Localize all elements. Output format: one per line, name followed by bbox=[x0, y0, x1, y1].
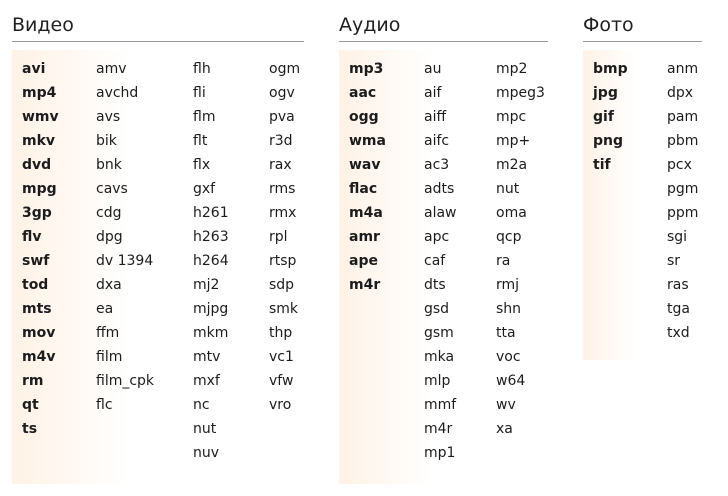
format-item: tta bbox=[496, 325, 516, 341]
format-item: rax bbox=[269, 157, 292, 173]
format-item: ogv bbox=[269, 85, 295, 101]
format-item: ts bbox=[22, 421, 38, 437]
format-item: gsm bbox=[424, 325, 454, 341]
format-item: thp bbox=[269, 325, 293, 341]
format-item: mj2 bbox=[193, 277, 220, 293]
format-item: mp1 bbox=[424, 445, 456, 461]
format-item: adts bbox=[424, 181, 455, 197]
format-item: m2a bbox=[496, 157, 528, 173]
format-item: dpg bbox=[96, 229, 123, 245]
format-item: aiff bbox=[424, 109, 447, 125]
format-item: png bbox=[593, 133, 624, 149]
format-item: shn bbox=[496, 301, 522, 317]
format-item: dxa bbox=[96, 277, 122, 293]
format-item: wma bbox=[349, 133, 386, 149]
format-item: mlp bbox=[424, 373, 451, 389]
format-item: aac bbox=[349, 85, 377, 101]
format-item: xa bbox=[496, 421, 513, 437]
format-item: dpx bbox=[667, 85, 694, 101]
format-item: flt bbox=[193, 133, 208, 149]
format-item: mts bbox=[22, 301, 52, 317]
format-item: ffm bbox=[96, 325, 120, 341]
format-item: tif bbox=[593, 157, 611, 173]
format-item: smk bbox=[269, 301, 299, 317]
format-item: pgm bbox=[667, 181, 699, 197]
format-item: rmj bbox=[496, 277, 520, 293]
format-item: sr bbox=[667, 253, 681, 269]
format-item: ogm bbox=[269, 61, 301, 77]
format-item: flx bbox=[193, 157, 211, 173]
format-item: mkv bbox=[22, 133, 56, 149]
format-item: swf bbox=[22, 253, 50, 269]
format-item: gsd bbox=[424, 301, 450, 317]
format-item: flm bbox=[193, 109, 216, 125]
format-item: qt bbox=[22, 397, 39, 413]
format-item: oma bbox=[496, 205, 527, 221]
format-item: vfw bbox=[269, 373, 294, 389]
section-divider bbox=[583, 41, 702, 42]
format-item: flc bbox=[96, 397, 113, 413]
format-item: r3d bbox=[269, 133, 293, 149]
format-item: sgi bbox=[667, 229, 688, 245]
format-item: tga bbox=[667, 301, 690, 317]
section-title-video: Видео bbox=[12, 14, 74, 36]
format-item: avi bbox=[22, 61, 46, 77]
format-item: voc bbox=[496, 349, 521, 365]
format-item: bik bbox=[96, 133, 117, 149]
format-item: rtsp bbox=[269, 253, 297, 269]
format-item: jpg bbox=[593, 85, 618, 101]
format-item: mov bbox=[22, 325, 56, 341]
format-item: mxf bbox=[193, 373, 220, 389]
format-item: wav bbox=[349, 157, 381, 173]
format-item: pbm bbox=[667, 133, 699, 149]
format-item: alaw bbox=[424, 205, 457, 221]
format-item: caf bbox=[424, 253, 446, 269]
format-item: pam bbox=[667, 109, 699, 125]
format-item: amv bbox=[96, 61, 127, 77]
format-item: ra bbox=[496, 253, 511, 269]
format-item: tod bbox=[22, 277, 49, 293]
format-item: aif bbox=[424, 85, 442, 101]
format-item: ogg bbox=[349, 109, 379, 125]
format-item: au bbox=[424, 61, 442, 77]
format-item: anm bbox=[667, 61, 699, 77]
format-item: mpeg3 bbox=[496, 85, 545, 101]
format-item: nuv bbox=[193, 445, 220, 461]
format-item: vc1 bbox=[269, 349, 294, 365]
format-item: ea bbox=[96, 301, 114, 317]
format-item: film bbox=[96, 349, 123, 365]
format-item: rmx bbox=[269, 205, 297, 221]
format-item: gif bbox=[593, 109, 614, 125]
format-item: mmf bbox=[424, 397, 457, 413]
format-item: 3gp bbox=[22, 205, 52, 221]
format-item: avchd bbox=[96, 85, 139, 101]
format-item: h264 bbox=[193, 253, 229, 269]
format-item: fli bbox=[193, 85, 206, 101]
format-item: mpg bbox=[22, 181, 57, 197]
format-item: mkm bbox=[193, 325, 229, 341]
format-item: w64 bbox=[496, 373, 526, 389]
format-item: bmp bbox=[593, 61, 628, 77]
format-item: m4v bbox=[22, 349, 56, 365]
format-item: ras bbox=[667, 277, 689, 293]
format-item: rpl bbox=[269, 229, 288, 245]
section-divider bbox=[339, 41, 548, 42]
format-item: film_cpk bbox=[96, 373, 155, 389]
format-item: qcp bbox=[496, 229, 522, 245]
format-item: flh bbox=[193, 61, 211, 77]
section-title-audio: Аудио bbox=[339, 14, 401, 36]
section-divider bbox=[12, 41, 304, 42]
format-item: flv bbox=[22, 229, 42, 245]
format-item: bnk bbox=[96, 157, 122, 173]
format-item: dvd bbox=[22, 157, 52, 173]
format-item: h263 bbox=[193, 229, 229, 245]
format-item: apc bbox=[424, 229, 450, 245]
format-item: mp+ bbox=[496, 133, 531, 149]
format-item: txd bbox=[667, 325, 690, 341]
format-item: cavs bbox=[96, 181, 128, 197]
format-item: gxf bbox=[193, 181, 216, 197]
format-item: rms bbox=[269, 181, 296, 197]
format-item: dv 1394 bbox=[96, 253, 154, 269]
format-item: mpc bbox=[496, 109, 527, 125]
format-item: pcx bbox=[667, 157, 692, 173]
format-item: nut bbox=[496, 181, 520, 197]
format-item: vro bbox=[269, 397, 292, 413]
format-item: ac3 bbox=[424, 157, 450, 173]
format-item: aifc bbox=[424, 133, 450, 149]
format-item: h261 bbox=[193, 205, 229, 221]
format-item: sdp bbox=[269, 277, 295, 293]
format-item: wmv bbox=[22, 109, 59, 125]
format-item: amr bbox=[349, 229, 380, 245]
format-item: mjpg bbox=[193, 301, 229, 317]
format-item: mka bbox=[424, 349, 455, 365]
format-item: avs bbox=[96, 109, 121, 125]
format-item: rm bbox=[22, 373, 44, 389]
format-item: wv bbox=[496, 397, 516, 413]
format-item: m4r bbox=[349, 277, 381, 293]
format-item: mp3 bbox=[349, 61, 384, 77]
format-item: mp4 bbox=[22, 85, 57, 101]
format-item: flac bbox=[349, 181, 378, 197]
format-item: cdg bbox=[96, 205, 122, 221]
format-item: pva bbox=[269, 109, 295, 125]
format-item: ape bbox=[349, 253, 378, 269]
format-item: mp2 bbox=[496, 61, 528, 77]
format-item: m4a bbox=[349, 205, 383, 221]
format-item: ppm bbox=[667, 205, 699, 221]
section-title-photo: Фото bbox=[583, 14, 634, 36]
format-item: nc bbox=[193, 397, 210, 413]
format-item: m4r bbox=[424, 421, 453, 437]
format-item: mtv bbox=[193, 349, 221, 365]
format-item: nut bbox=[193, 421, 217, 437]
format-item: dts bbox=[424, 277, 446, 293]
